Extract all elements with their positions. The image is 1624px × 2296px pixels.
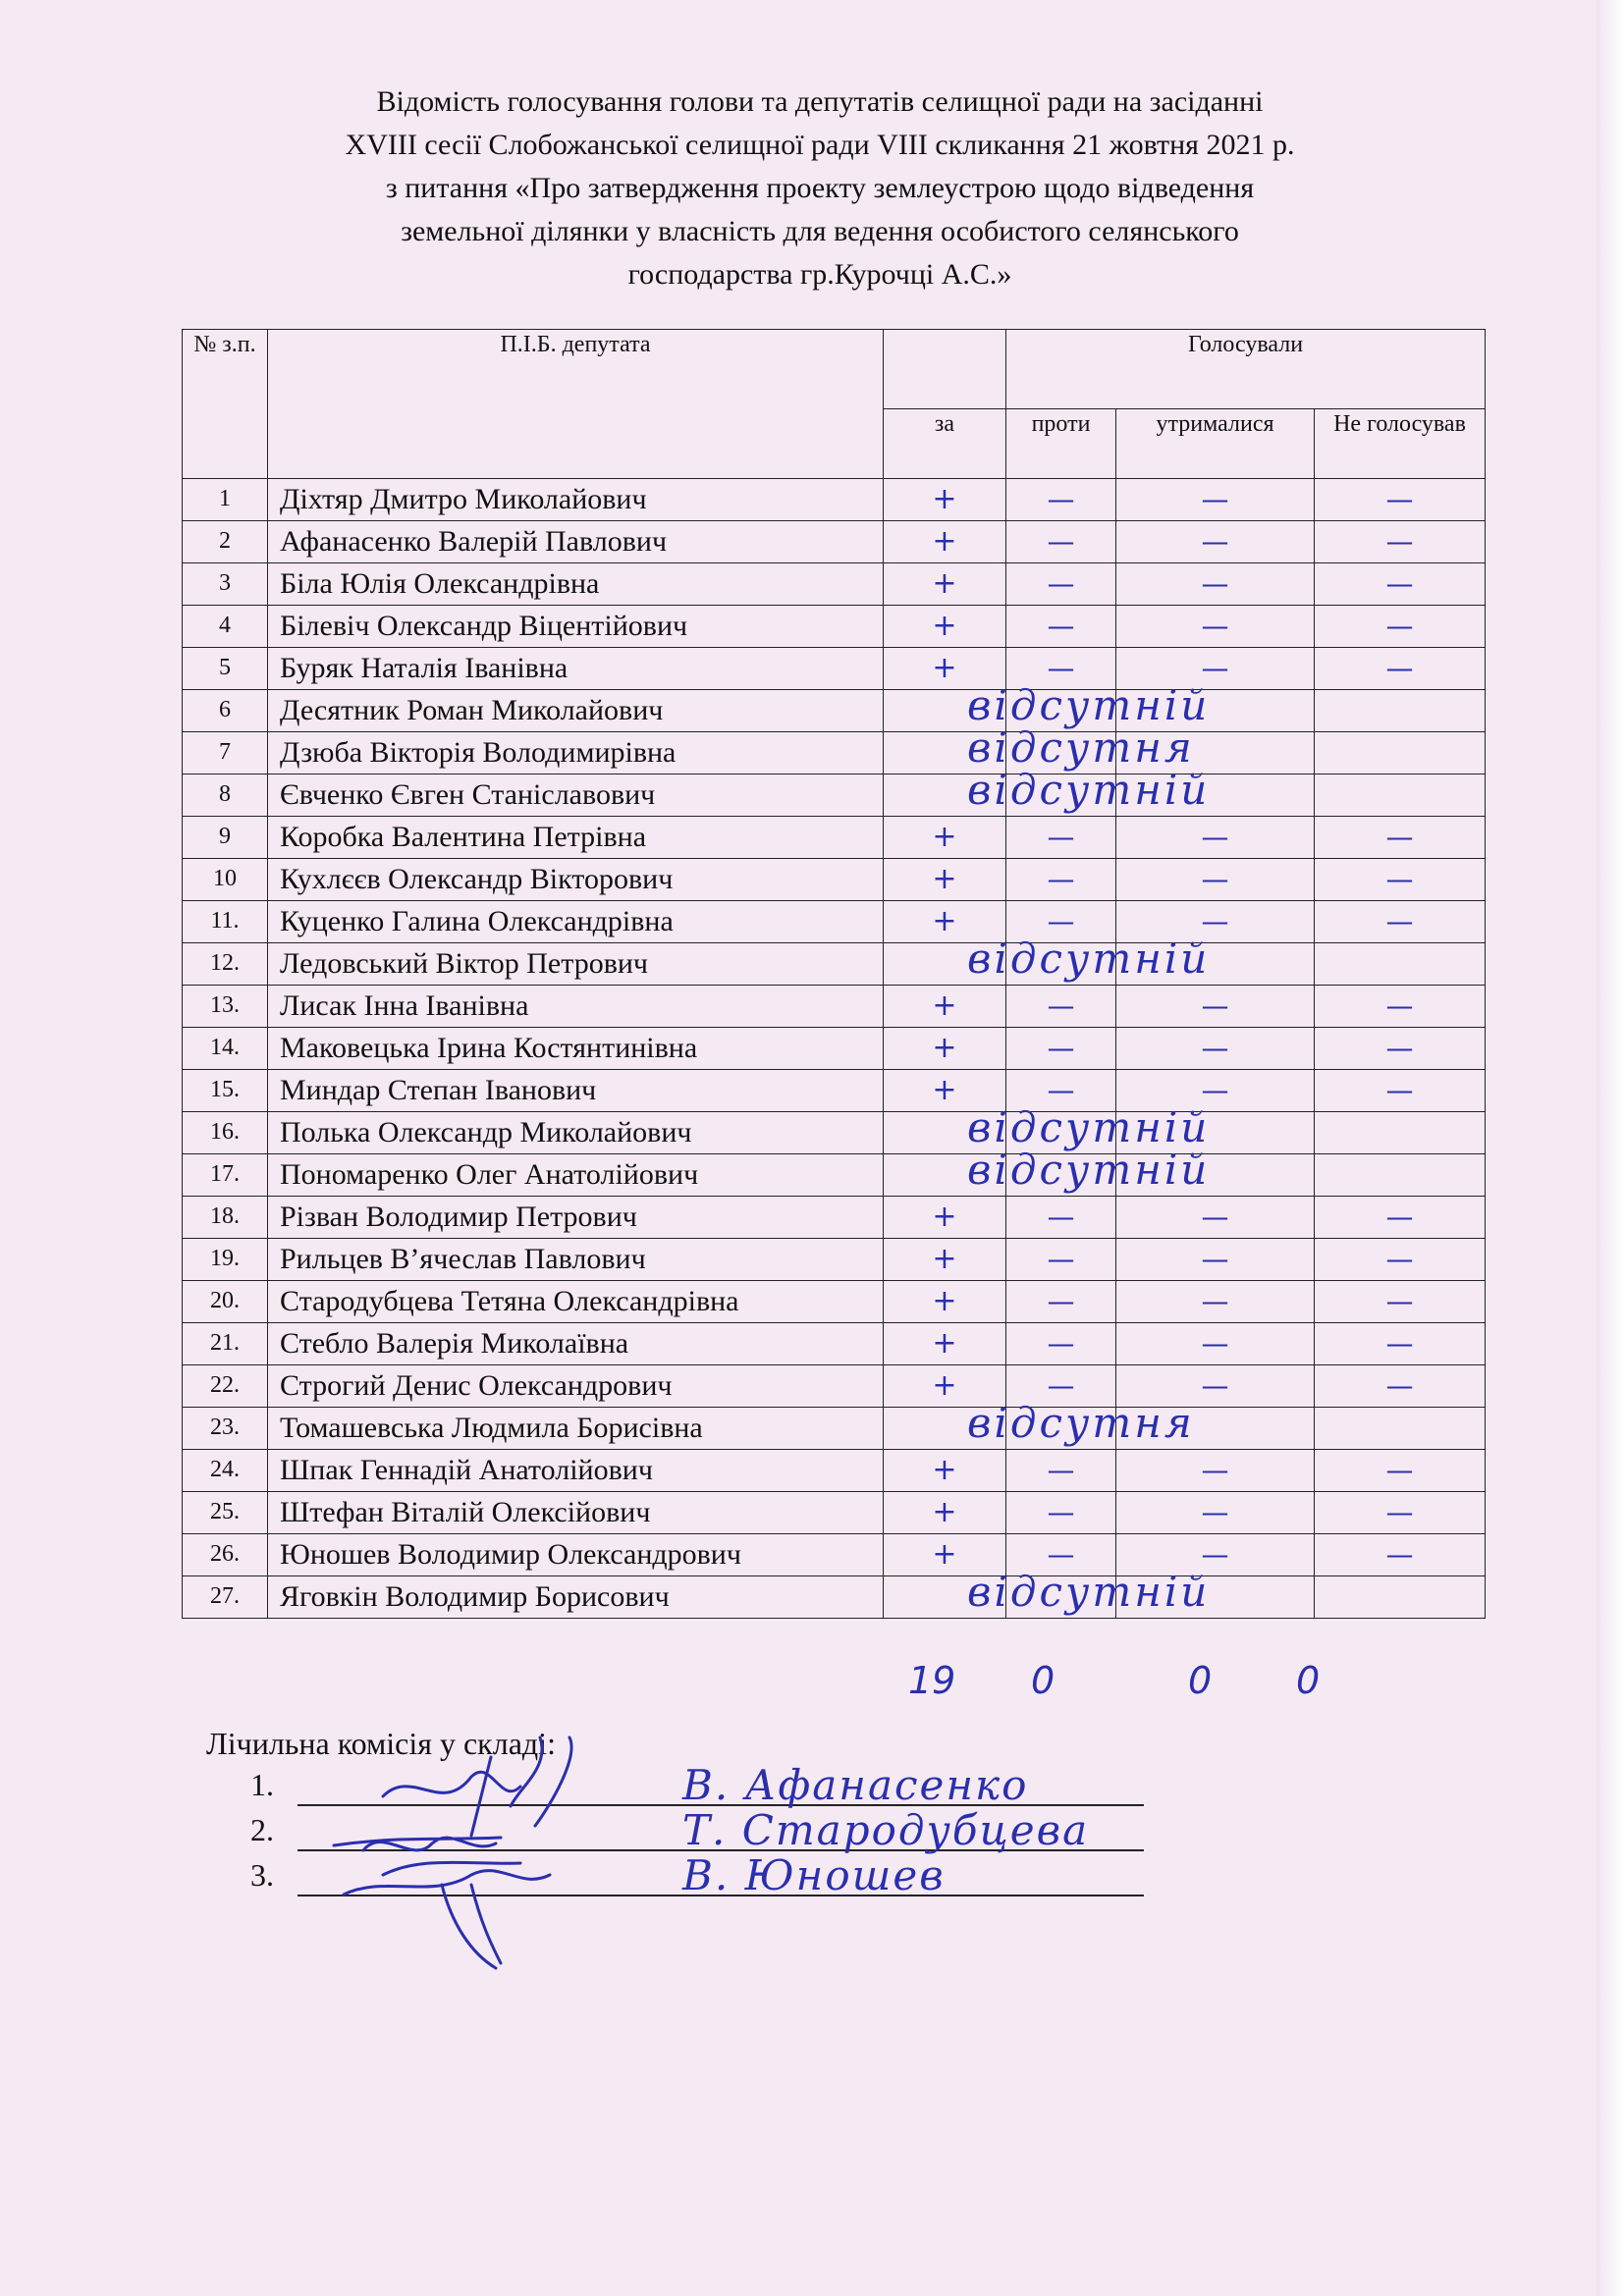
absent-note: відсутній — [967, 1568, 1211, 1616]
member-number: 1. — [250, 1767, 274, 1802]
vote-against: — — [1006, 1028, 1116, 1070]
row-number: 21. — [183, 1323, 268, 1365]
vote-abstained: — — [1116, 521, 1315, 563]
deputy-name: Буряк Наталія Іванівна — [268, 648, 884, 690]
vote-not-voted — [1315, 1576, 1486, 1619]
vote-against: — — [1006, 986, 1116, 1028]
vote-against: — — [1006, 859, 1116, 901]
vote-against — [967, 1568, 1211, 1619]
vote-against: — — [1006, 521, 1116, 563]
table-row — [183, 479, 1486, 521]
vote-not-voted — [1315, 732, 1486, 774]
vote-against: — — [1006, 901, 1116, 943]
deputy-name: Кухлєєв Олександр Вікторович — [268, 859, 884, 901]
deputy-name: Різван Володимир Петрович — [268, 1197, 884, 1239]
table-row — [183, 774, 1486, 817]
row-number: 15. — [183, 1070, 268, 1112]
row-number: 4 — [183, 606, 268, 648]
absent-note: відсутній — [967, 766, 1211, 814]
vote-not-voted: — — [1315, 817, 1486, 859]
vote-for: + — [884, 1197, 1006, 1239]
row-number: 16. — [183, 1112, 268, 1154]
title-line: Відомість голосування голови та депутатів селищної ради на засіданні — [376, 85, 1264, 118]
table-row — [183, 1028, 1486, 1070]
deputy-name: Яговкін Володимир Борисович — [268, 1576, 884, 1619]
vote-abstained — [1116, 1408, 1315, 1450]
absent-note: відсутній — [967, 1146, 1211, 1194]
row-number: 18. — [183, 1197, 268, 1239]
table-body — [183, 479, 1486, 1619]
vote-for: + — [884, 521, 1006, 563]
header-name: П.І.Б. депутата — [268, 330, 884, 479]
vote-for: + — [884, 648, 1006, 690]
title-line: XVIII сесії Слобожанської селищної ради VIII скликання 21 жовтня 2021 р. — [345, 129, 1295, 161]
vote-abstained: — — [1116, 606, 1315, 648]
vote-totals — [0, 1659, 1624, 1708]
vote-not-voted: — — [1315, 479, 1486, 521]
header-voted: Голосували — [1006, 330, 1486, 409]
vote-abstained: — — [1116, 1492, 1315, 1534]
table-row — [183, 606, 1486, 648]
vote-abstained: — — [1116, 1028, 1315, 1070]
vote-not-voted: — — [1315, 648, 1486, 690]
vote-abstained: — — [1116, 901, 1315, 943]
vote-not-voted: — — [1315, 563, 1486, 606]
member-number: 3. — [250, 1857, 274, 1893]
voting-table — [182, 329, 1486, 1619]
commission-label: Лічильна комісія у складі: — [206, 1726, 556, 1761]
vote-abstained: — — [1116, 479, 1315, 521]
deputy-name: Томашевська Людмила Борисівна — [268, 1408, 884, 1450]
table-row — [183, 1365, 1486, 1408]
vote-not-voted: — — [1315, 901, 1486, 943]
vote-abstained: — — [1116, 563, 1315, 606]
row-number: 19. — [183, 1239, 268, 1281]
vote-against: — — [1006, 1450, 1116, 1492]
absent-note: відсутній — [967, 681, 1211, 729]
deputy-name: Десятник Роман Миколайович — [268, 690, 884, 732]
deputy-name: Коробка Валентина Петрівна — [268, 817, 884, 859]
table-row — [183, 1239, 1486, 1281]
vote-not-voted: — — [1315, 1197, 1486, 1239]
vote-not-voted: — — [1315, 1028, 1486, 1070]
vote-abstained: — — [1116, 1239, 1315, 1281]
vote-abstained — [1116, 774, 1315, 817]
vote-against: — — [1006, 648, 1116, 690]
header-abstained: утрималися — [1116, 409, 1315, 479]
vote-abstained: — — [1116, 1450, 1315, 1492]
deputy-name: Білевіч Олександр Віцентійович — [268, 606, 884, 648]
vote-not-voted: — — [1315, 1365, 1486, 1408]
deputy-name: Ледовський Віктор Петрович — [268, 943, 884, 986]
vote-for: + — [884, 1070, 1006, 1112]
table-row — [183, 901, 1486, 943]
row-number: 6 — [183, 690, 268, 732]
vote-abstained: — — [1116, 1323, 1315, 1365]
vote-abstained: — — [1116, 986, 1315, 1028]
vote-abstained — [1116, 1154, 1315, 1197]
deputy-name: Куценко Галина Олександрівна — [268, 901, 884, 943]
vote-against: — — [1006, 563, 1116, 606]
title-line: господарства гр.Курочці А.С.» — [627, 258, 1012, 291]
deputy-name: Миндар Степан Іванович — [268, 1070, 884, 1112]
header-num: № з.п. — [183, 330, 268, 479]
vote-abstained — [1116, 1576, 1315, 1619]
vote-not-voted: — — [1315, 1239, 1486, 1281]
vote-not-voted: — — [1315, 1534, 1486, 1576]
vote-not-voted: — — [1315, 1070, 1486, 1112]
absent-note: відсутня — [967, 723, 1195, 772]
absent-note: відсутня — [967, 1399, 1195, 1447]
vote-against — [967, 1399, 1195, 1450]
vote-for: + — [884, 1450, 1006, 1492]
vote-for: + — [884, 479, 1006, 521]
title-line: земельної ділянки у власність для ведення особистого селянського — [401, 215, 1239, 247]
row-number: 1 — [183, 479, 268, 521]
deputy-name: Пономаренко Олег Анатолійович — [268, 1154, 884, 1197]
vote-for: + — [884, 563, 1006, 606]
row-number: 7 — [183, 732, 268, 774]
vote-against: — — [1006, 1070, 1116, 1112]
row-number: 9 — [183, 817, 268, 859]
page-edge — [1597, 0, 1624, 2296]
vote-against: — — [1006, 1197, 1116, 1239]
deputy-name: Полька Олександр Миколайович — [268, 1112, 884, 1154]
row-number: 13. — [183, 986, 268, 1028]
vote-abstained — [1116, 943, 1315, 986]
table-row — [183, 817, 1486, 859]
vote-not-voted — [1315, 1154, 1486, 1197]
deputy-name: Дзюба Вікторія Володимирівна — [268, 732, 884, 774]
table-row — [183, 1408, 1486, 1450]
row-number: 8 — [183, 774, 268, 817]
vote-for: + — [884, 1492, 1006, 1534]
table-row — [183, 521, 1486, 563]
absent-note: відсутній — [967, 934, 1211, 983]
vote-against: — — [1006, 1239, 1116, 1281]
member-name: В. Афанасенко — [682, 1761, 1029, 1809]
row-number: 22. — [183, 1365, 268, 1408]
row-number: 5 — [183, 648, 268, 690]
vote-against — [967, 766, 1211, 817]
vote-for: + — [884, 901, 1006, 943]
vote-against — [967, 934, 1211, 986]
table-row — [183, 859, 1486, 901]
vote-for: + — [884, 859, 1006, 901]
table-row — [183, 690, 1486, 732]
member-name: Т. Стародубцева — [682, 1806, 1090, 1854]
table-row — [183, 648, 1486, 690]
vote-abstained: — — [1116, 648, 1315, 690]
deputy-name: Рильцев В’ячеслав Павлович — [268, 1239, 884, 1281]
row-number: 17. — [183, 1154, 268, 1197]
vote-for: + — [884, 606, 1006, 648]
table-row — [183, 1450, 1486, 1492]
table-row — [183, 1112, 1486, 1154]
vote-abstained: — — [1116, 1070, 1315, 1112]
table-row — [183, 1154, 1486, 1197]
deputy-name: Євченко Євген Станіславович — [268, 774, 884, 817]
row-number: 24. — [183, 1450, 268, 1492]
row-number: 20. — [183, 1281, 268, 1323]
vote-abstained: — — [1116, 1365, 1315, 1408]
vote-against: — — [1006, 817, 1116, 859]
vote-abstained: — — [1116, 1197, 1315, 1239]
total-not-voted: 0 — [1296, 1659, 1321, 1702]
deputy-name: Штефан Віталій Олексійович — [268, 1492, 884, 1534]
member-number: 2. — [250, 1812, 274, 1847]
vote-abstained: — — [1116, 1534, 1315, 1576]
row-number: 26. — [183, 1534, 268, 1576]
deputy-name: Лисак Інна Іванівна — [268, 986, 884, 1028]
vote-not-voted: — — [1315, 1450, 1486, 1492]
vote-for: + — [884, 1239, 1006, 1281]
vote-for: + — [884, 1281, 1006, 1323]
vote-against: — — [1006, 479, 1116, 521]
deputy-name: Маковецька Ірина Костянтинівна — [268, 1028, 884, 1070]
row-number: 12. — [183, 943, 268, 986]
row-number: 14. — [183, 1028, 268, 1070]
vote-not-voted — [1315, 774, 1486, 817]
row-number: 23. — [183, 1408, 268, 1450]
total-abstained: 0 — [1188, 1659, 1213, 1702]
row-number: 10 — [183, 859, 268, 901]
table-row — [183, 1281, 1486, 1323]
vote-for: + — [884, 817, 1006, 859]
vote-for: + — [884, 986, 1006, 1028]
vote-for: + — [884, 1365, 1006, 1408]
table-row — [183, 943, 1486, 986]
vote-not-voted: — — [1315, 521, 1486, 563]
vote-against — [967, 1146, 1211, 1197]
vote-against: — — [1006, 1323, 1116, 1365]
deputy-name: Діхтяр Дмитро Миколайович — [268, 479, 884, 521]
title-line: з питання «Про затвердження проекту землеустрою щодо відведення — [385, 172, 1255, 204]
vote-against: — — [1006, 1365, 1116, 1408]
table-row — [183, 986, 1486, 1028]
table-row — [183, 1197, 1486, 1239]
vote-for: + — [884, 1323, 1006, 1365]
vote-not-voted: — — [1315, 986, 1486, 1028]
vote-not-voted — [1315, 1112, 1486, 1154]
total-against: 0 — [1031, 1659, 1056, 1702]
table-row — [183, 1070, 1486, 1112]
table-row — [183, 1492, 1486, 1534]
row-number: 25. — [183, 1492, 268, 1534]
vote-not-voted — [1315, 943, 1486, 986]
deputy-name: Стародубцева Тетяна Олександрівна — [268, 1281, 884, 1323]
document-title — [167, 80, 1473, 296]
deputy-name: Біла Юлія Олександрівна — [268, 563, 884, 606]
vote-for: + — [884, 1028, 1006, 1070]
vote-abstained: — — [1116, 859, 1315, 901]
vote-for: + — [884, 1534, 1006, 1576]
row-number: 2 — [183, 521, 268, 563]
row-number: 3 — [183, 563, 268, 606]
deputy-name: Стебло Валерія Миколаївна — [268, 1323, 884, 1365]
vote-not-voted: — — [1315, 1492, 1486, 1534]
table-row — [183, 1534, 1486, 1576]
vote-abstained: — — [1116, 1281, 1315, 1323]
vote-not-voted: — — [1315, 859, 1486, 901]
vote-not-voted: — — [1315, 1281, 1486, 1323]
vote-abstained: — — [1116, 817, 1315, 859]
vote-against: — — [1006, 1492, 1116, 1534]
member-name: В. Юношев — [682, 1851, 946, 1899]
header-against: проти — [1006, 409, 1116, 479]
total-for: 19 — [908, 1659, 956, 1702]
table-row — [183, 563, 1486, 606]
table-row — [183, 1323, 1486, 1365]
table-row — [183, 732, 1486, 774]
vote-not-voted: — — [1315, 1323, 1486, 1365]
header-for: за — [884, 409, 1006, 479]
row-number: 27. — [183, 1576, 268, 1619]
deputy-name: Афанасенко Валерій Павлович — [268, 521, 884, 563]
vote-not-voted: — — [1315, 606, 1486, 648]
vote-not-voted — [1315, 1408, 1486, 1450]
absent-note: відсутній — [967, 1103, 1211, 1151]
handwritten-signatures — [324, 1728, 736, 1973]
vote-against: — — [1006, 1534, 1116, 1576]
deputy-name: Юношев Володимир Олександрович — [268, 1534, 884, 1576]
vote-against: — — [1006, 1281, 1116, 1323]
header-blank — [884, 330, 1006, 409]
vote-against: — — [1006, 606, 1116, 648]
header-not-voted: Не голосував — [1315, 409, 1486, 479]
deputy-name: Шпак Геннадій Анатолійович — [268, 1450, 884, 1492]
table-row — [183, 1576, 1486, 1619]
vote-not-voted — [1315, 690, 1486, 732]
row-number: 11. — [183, 901, 268, 943]
deputy-name: Строгий Денис Олександрович — [268, 1365, 884, 1408]
